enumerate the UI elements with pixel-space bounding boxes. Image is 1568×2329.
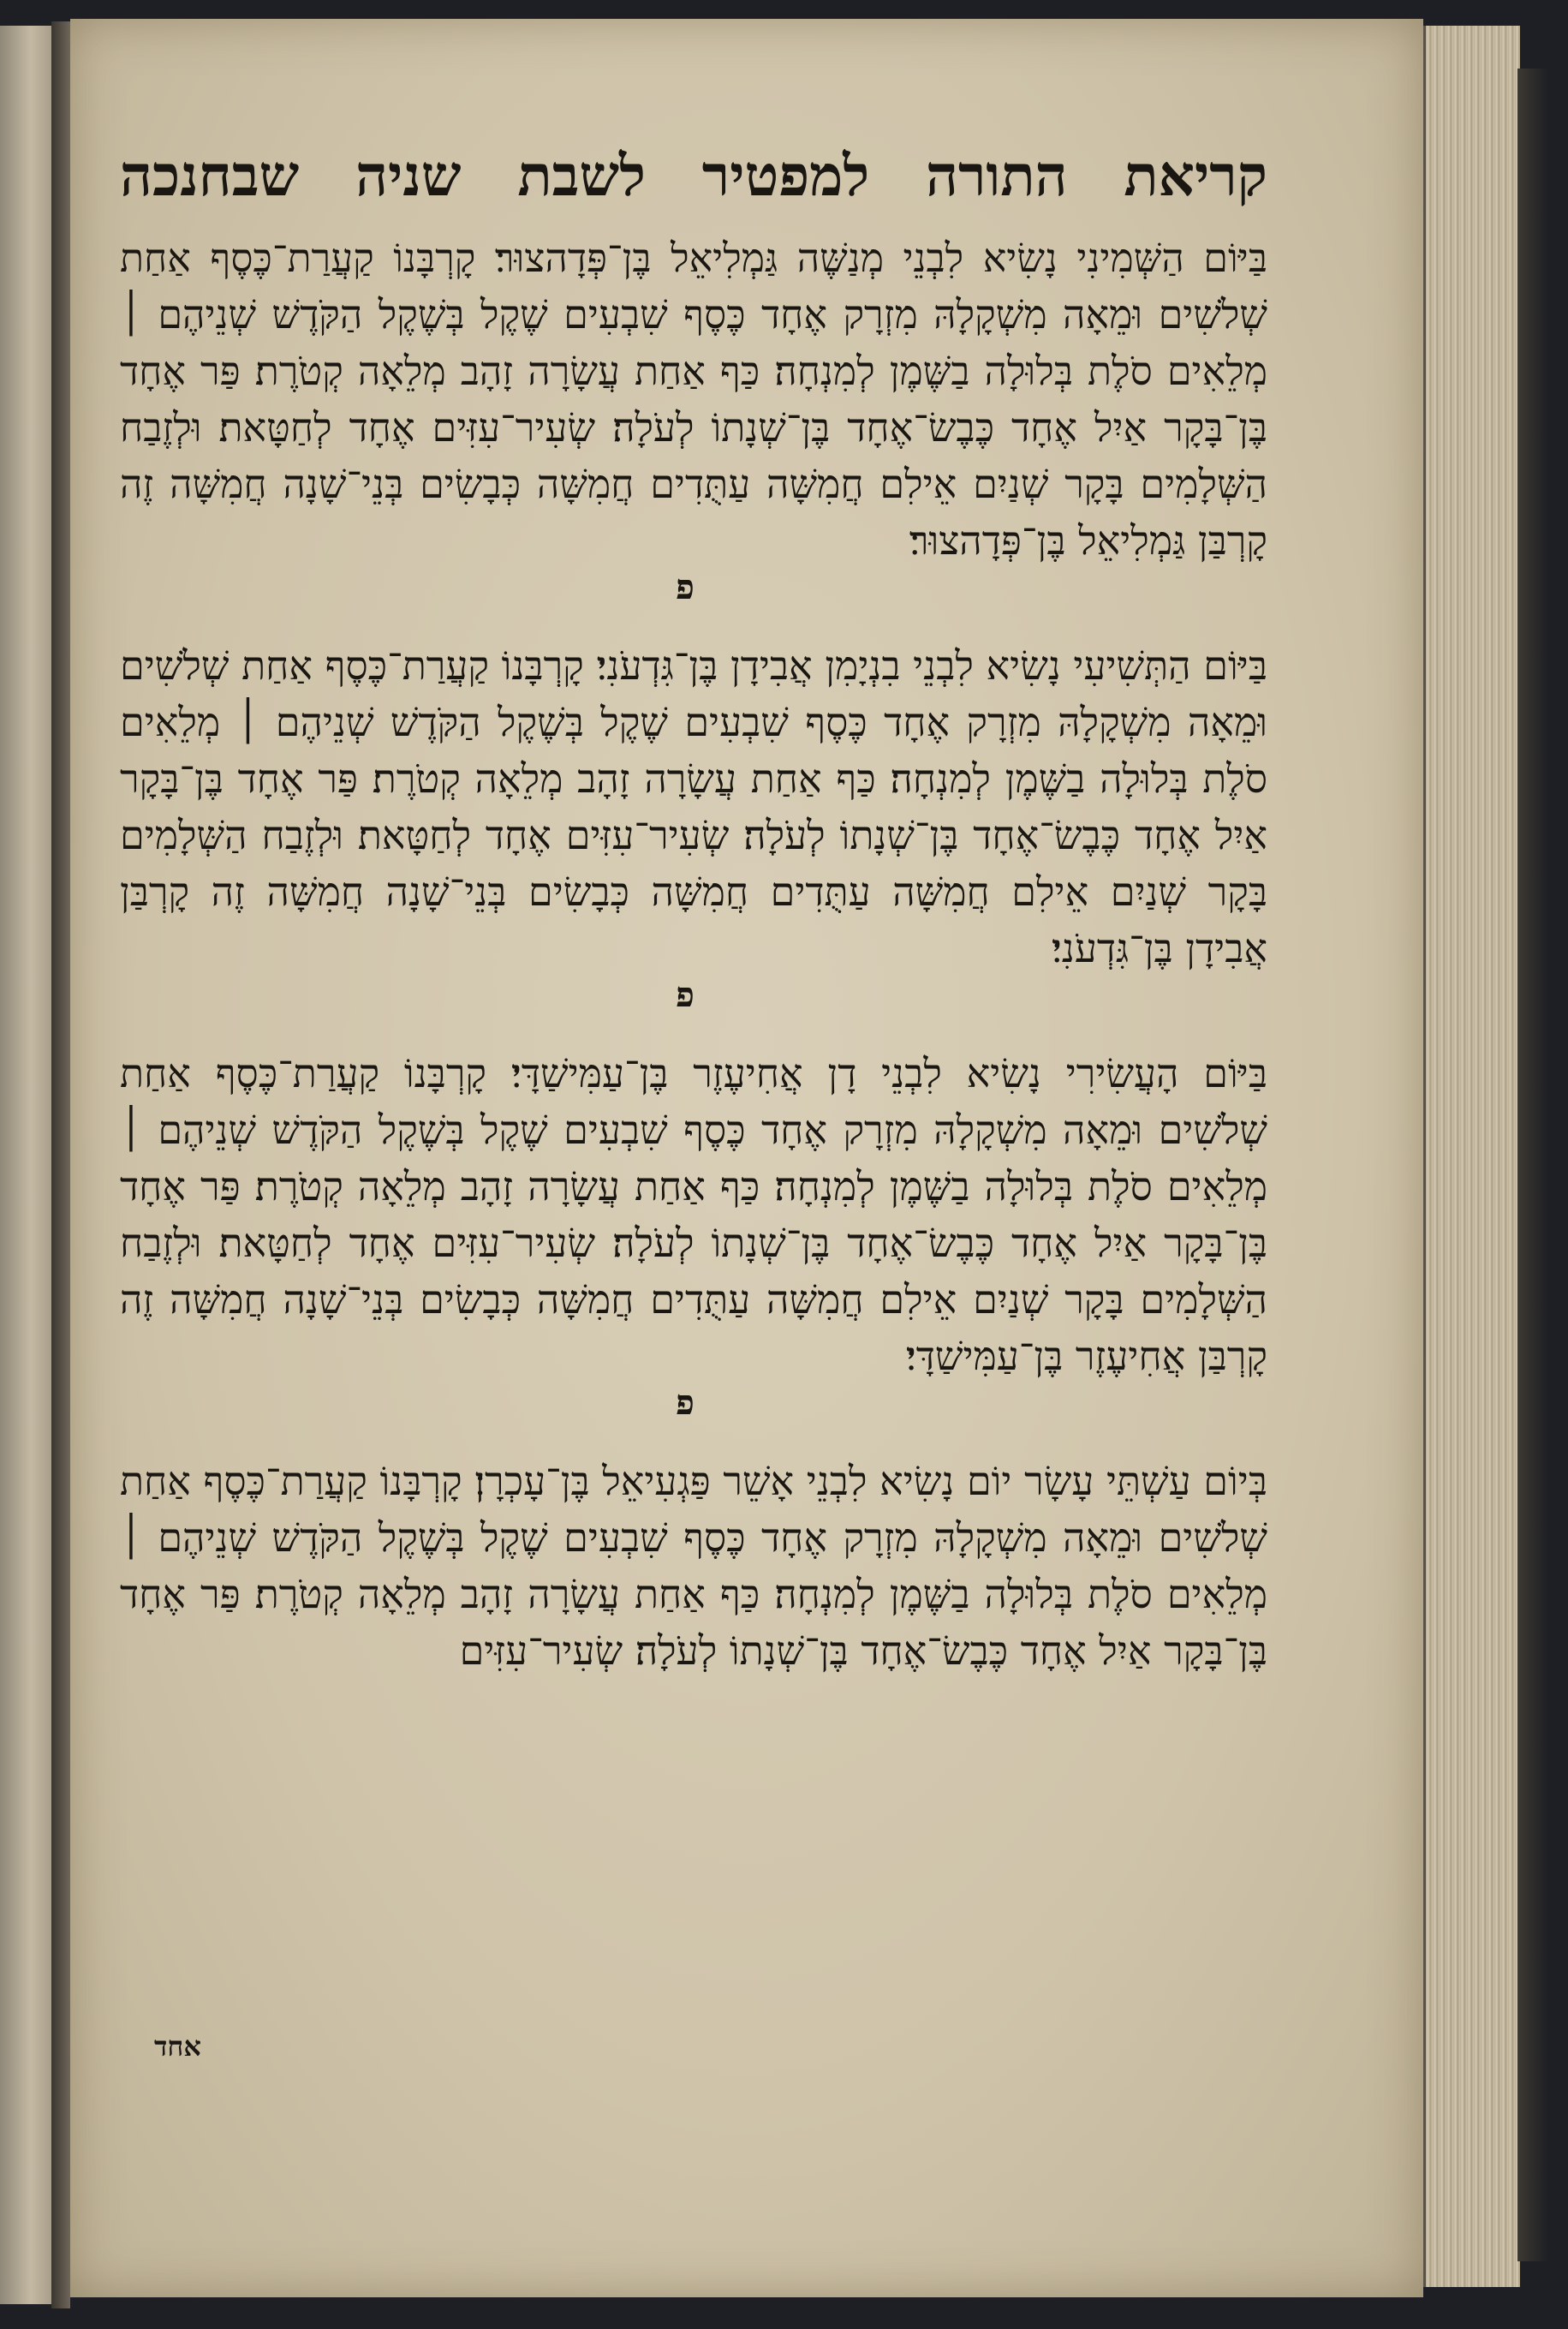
page-text	[120, 128, 1267, 1679]
book-cover-edge	[1517, 69, 1548, 2261]
section-day-8: בַּיּוֹם הַשְּׁמִינִי נָשִׂיא לִבְנֵי מְנַשֶּׁה גַּמְלִיאֵל בֶּן־פְּדָהצוּר׃ קָרְבָּנוֹ קַעֲרַת־כֶּסֶף אַחַת שְׁלֹשִׁים וּמֵאָה מִשְׁקָלָהּ מִזְרָק אֶחָד כֶּסֶף שִׁבְעִים שֶׁקֶל בְּשֶׁקֶל הַקֹּדֶשׁ שְׁנֵיהֶם ׀ מְלֵאִים סֹלֶת בְּלוּלָה בַשֶּׁמֶן לְמִנְחָה׃ כַּף אַחַת עֲשָׂרָה זָהָב מְלֵאָה קְטֹרֶת׃ פַּר אֶחָד בֶּן־בָּקָר אַיִל אֶחָד כֶּבֶשׂ־אֶחָד בֶּן־שְׁנָתוֹ לְעֹלָה׃ שְׂעִיר־עִזִּים אֶחָד לְחַטָּאת׃ וּלְזֶבַח הַשְּׁלָמִים בָּקָר שְׁנַיִם אֵילִם חֲמִשָּׁה עַתֻּדִים חֲמִשָּׁה כְּבָשִׂים בְּנֵי־שָׁנָה חֲמִשָּׁה זֶה קָרְבַּן גַּמְלִיאֵל בֶּן־פְּדָהצוּר׃	[120, 235, 1267, 564]
section-marker-3: פ	[676, 1382, 695, 1423]
catchword: אחד	[154, 2030, 201, 2063]
section-day-10: בַּיּוֹם הָעֲשִׂירִי נָשִׂיא לִבְנֵי דָן אֲחִיעֶזֶר בֶּן־עַמִּישַׁדָּי׃ קָרְבָּנוֹ קַעֲרַת־כֶּסֶף אַחַת שְׁלֹשִׁים וּמֵאָה מִשְׁקָלָהּ מִזְרָק אֶחָד כֶּסֶף שִׁבְעִים שֶׁקֶל בְּשֶׁקֶל הַקֹּדֶשׁ שְׁנֵיהֶם ׀ מְלֵאִים סֹלֶת בְּלוּלָה בַשֶּׁמֶן לְמִנְחָה׃ כַּף אַחַת עֲשָׂרָה זָהָב מְלֵאָה קְטֹרֶת׃ פַּר אֶחָד בֶּן־בָּקָר אַיִל אֶחָד כֶּבֶשׂ־אֶחָד בֶּן־שְׁנָתוֹ לְעֹלָה׃ שְׂעִיר־עִזִּים אֶחָד לְחַטָּאת׃ וּלְזֶבַח הַשְּׁלָמִים בָּקָר שְׁנַיִם אֵילִם חֲמִשָּׁה עַתֻּדִים חֲמִשָּׁה כְּבָשִׂים בְּנֵי־שָׁנָה חֲמִשָּׁה זֶה קָרְבַּן אֲחִיעֶזֶר בֶּן־עַמִּישַׁדָּי׃	[120, 1050, 1267, 1379]
section-day-9: בַּיּוֹם הַתְּשִׁיעִי נָשִׂיא לִבְנֵי בִנְיָמִן אֲבִידָן בֶּן־גִּדְעֹנִי׃ קָרְבָּנוֹ קַעֲרַת־כֶּסֶף אַחַת שְׁלֹשִׁים וּמֵאָה מִשְׁקָלָהּ מִזְרָק אֶחָד כֶּסֶף שִׁבְעִים שֶׁקֶל בְּשֶׁקֶל הַקֹּדֶשׁ שְׁנֵיהֶם ׀ מְלֵאִים סֹלֶת בְּלוּלָה בַשֶּׁמֶן לְמִנְחָה׃ כַּף אַחַת עֲשָׂרָה זָהָב מְלֵאָה קְטֹרֶת׃ פַּר אֶחָד בֶּן־בָּקָר אַיִל אֶחָד כֶּבֶשׂ־אֶחָד בֶּן־שְׁנָתוֹ לְעֹלָה׃ שְׂעִיר־עִזִּים אֶחָד לְחַטָּאת׃ וּלְזֶבַח הַשְּׁלָמִים בָּקָר שְׁנַיִם אֵילִם חֲמִשָּׁה עַתֻּדִים חֲמִשָּׁה כְּבָשִׂים בְּנֵי־שָׁנָה חֲמִשָּׁה זֶה קָרְבַּן אֲבִידָן בֶּן־גִּדְעֹנִי׃	[120, 642, 1267, 971]
section-marker-1: פ	[676, 567, 695, 607]
section-marker-2: פ	[676, 975, 695, 1015]
facing-page-edge	[0, 26, 53, 2304]
section-day-11: בְּיוֹם עַשְׁתֵּי עָשָׂר יוֹם נָשִׂיא לִבְנֵי אָשֵׁר פַּגְעִיאֵל בֶּן־עָכְרָן׃ קָרְבָּנוֹ קַעֲרַת־כֶּסֶף אַחַת שְׁלֹשִׁים וּמֵאָה מִשְׁקָלָהּ מִזְרָק אֶחָד כֶּסֶף שִׁבְעִים שֶׁקֶל בְּשֶׁקֶל הַקֹּדֶשׁ שְׁנֵיהֶם ׀ מְלֵאִים סֹלֶת בְּלוּלָה בַשֶּׁמֶן לְמִנְחָה׃ כַּף אַחַת עֲשָׂרָה זָהָב מְלֵאָה קְטֹרֶת׃ פַּר אֶחָד בֶּן־בָּקָר אַיִל אֶחָד כֶּבֶשׂ־אֶחָד בֶּן־שְׁנָתוֹ לְעֹלָה׃ שְׂעִיר־עִזִּים	[120, 1458, 1267, 1674]
book-gutter	[51, 21, 70, 2308]
page-heading: קריאת התורה למפטיר לשבת שניה שבחנכה	[120, 142, 1267, 209]
page-block-edges	[1423, 26, 1520, 2287]
